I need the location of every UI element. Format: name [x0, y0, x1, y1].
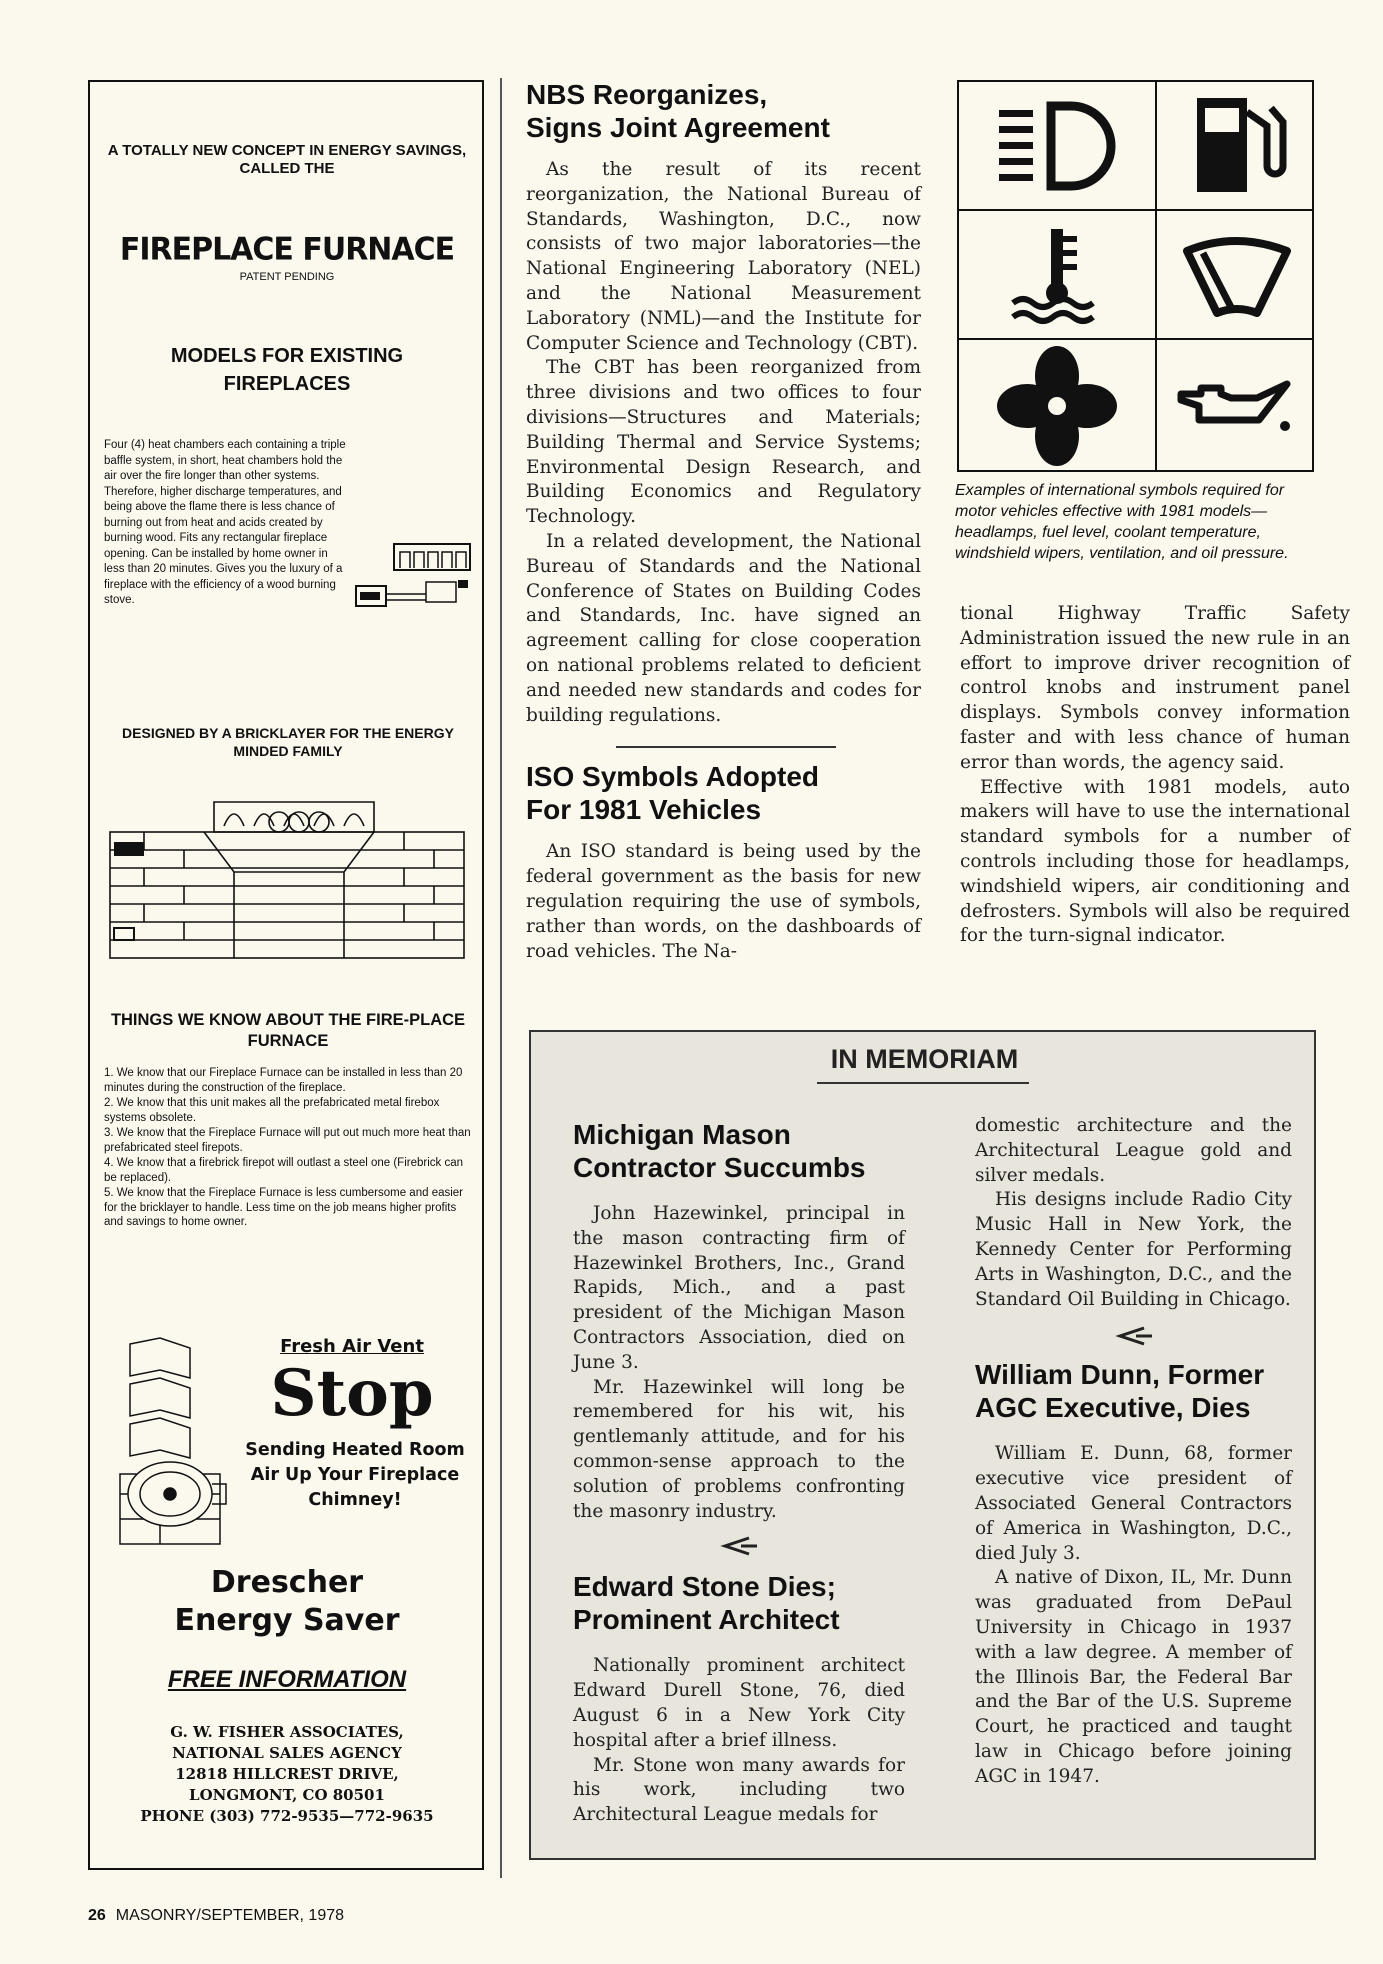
- paragraph: The CBT has been reorganized from three divisions and two offices to four divisions—Structures and Materials; Building Thermal and Service Systems; Environmental Design Research, and Building Economics and Regulatory Technology.: [526, 357, 921, 528]
- hazewinkel-article: [573, 1118, 905, 1828]
- free-information: FREE INFORMATION: [167, 1666, 407, 1693]
- headline-line: Contractor Succumbs: [573, 1152, 866, 1183]
- hazewinkel-headline: [573, 1118, 905, 1184]
- coolant-cell: [957, 209, 1157, 340]
- headline-line: Michigan Mason: [573, 1119, 791, 1150]
- oil-can-icon: [1157, 340, 1312, 470]
- title-rule: [817, 1082, 1029, 1084]
- paragraph: As the result of its recent reorganization, the National Bureau of Standards, Washington, D.C., now consists of two major laboratories—the National Engineering Laboratory (NEL) and the National Measurement Laboratory (NML)—and the Institute for Computer Science and Technology (CBT).: [526, 159, 921, 354]
- ad-address: [100, 1722, 474, 1827]
- iso-headline: [526, 760, 921, 826]
- address-line: LONGMONT, CO 80501: [189, 1786, 385, 1804]
- headline-line: Signs Joint Agreement: [526, 112, 830, 143]
- things-item: 4. We know that a firebrick firepot will outlast a steel one (Firebrick can be replaced).: [104, 1157, 463, 1184]
- headlamp-icon: [959, 82, 1155, 209]
- paragraph: John Hazewinkel, principal in the mason contracting firm of Hazewinkel Brothers, Inc., Grand Rapids, Mich., and a past president of the Michigan Mason Contractors Association, died on June 3.: [573, 1203, 905, 1373]
- things-heading: THINGS WE KNOW ABOUT THE FIRE-PLACE FURNACE: [110, 1011, 466, 1050]
- hazewinkel-body: [573, 1202, 905, 1524]
- headline-line: For 1981 Vehicles: [526, 794, 762, 826]
- paragraph: An ISO standard is being used by the federal government as the basis for new regulation requiring the use of symbols, rather than words, on the dashboards of road vehicles. The Na-: [526, 841, 921, 962]
- dunn-body: [975, 1442, 1292, 1789]
- fan-cell: [957, 338, 1157, 472]
- address-line: NATIONAL SALES AGENCY: [172, 1744, 402, 1762]
- headline-line: Edward Stone Dies;: [573, 1571, 836, 1603]
- stone-body-continued: [975, 1114, 1292, 1312]
- address-line: 12818 HILLCREST DRIVE,: [175, 1765, 399, 1783]
- paragraph: Mr. Stone won many awards for his work, including two Architectural League medals for: [573, 1754, 905, 1826]
- nbs-headline: [526, 78, 921, 144]
- ad-description-text: Four (4) heat chambers each containing a triple baffle system, in short, heat chambers hold the air over the fire longer than other systems. Therefore, higher discharge temperatures, and being above the flame there is less chance of burning out from heat and acids created by burning wood. Fits any rectangular fireplace opening. Can be installed by home owner in less than 20 minutes. Gives you the luxury of a fireplace with the efficiency of a wood burning stove.: [104, 439, 346, 606]
- memoriam-title: IN MEMORIAM: [830, 1044, 1019, 1074]
- trowel-divider-icon: [975, 1324, 1292, 1352]
- paragraph: tional Highway Traffic Safety Administration issued the new rule in an effort to improve driver recognition of control knobs and instrument panel displays. Symbols convey information faster and with less chance of human error than words, the agency said.: [960, 603, 1350, 773]
- page-footer: [88, 1907, 344, 1925]
- coolant-temperature-icon: [959, 211, 1155, 338]
- furnace-unit-illustration: [354, 538, 474, 648]
- dunn-headline: [975, 1358, 1292, 1424]
- fireplace-cutaway-illustration: [104, 792, 470, 962]
- iso-symbols-caption: Examples of international symbols required for motor vehicles effective with 1981 models—headlamps, fuel level, coolant temperature, windshield wipers, ventilation, and oil pressure.: [955, 482, 1289, 562]
- paragraph: Effective with 1981 models, auto makers will have to use the international standard symbols for a number of controls including those for headlamps, windshield wipers, air conditioning and defrosters. Symbols will also be required for the turn-signal indicator.: [960, 776, 1350, 947]
- things-item: 3. We know that the Fireplace Furnace will put out much more heat than prefabricated steel firepots.: [104, 1127, 471, 1154]
- headline-line: William Dunn, Former: [975, 1359, 1265, 1391]
- headline-line: AGC Executive, Dies: [975, 1392, 1251, 1424]
- windshield-wiper-icon: [1157, 211, 1312, 338]
- issue-line: MASONRY/SEPTEMBER, 1978: [115, 1907, 345, 1924]
- oil-cell: [1155, 338, 1314, 472]
- iso-body-left: [526, 840, 921, 964]
- headline-line: ISO Symbols Adopted: [526, 761, 819, 793]
- fuel-cell: [1155, 80, 1314, 211]
- paragraph: Mr. Hazewinkel will long be remembered for his wit, his gentlemanly attitude, and for his common-sense approach to the solution of problems confronting the masonry industry.: [573, 1376, 905, 1522]
- paragraph: In a related development, the National Bureau of Standards and the National Conference of States on Building Codes and Standards, Inc. have signed an agreement calling for close cooperation on national problems related to deficient and needed new standards and codes for building regulations.: [526, 530, 921, 726]
- ventilation-fan-icon: [959, 340, 1155, 470]
- headline-line: Prominent Architect: [573, 1604, 840, 1636]
- headline-line: NBS Reorganizes,: [526, 79, 768, 110]
- nbs-article: [526, 78, 921, 964]
- ad-intro: A TOTALLY NEW CONCEPT IN ENERGY SAVINGS, CALLED THE: [107, 142, 467, 177]
- things-item: 5. We know that the Fireplace Furnace is less cumbersome and easier for the bricklayer to handle. Less time on the job means higher profits and savings to home owner.: [104, 1187, 464, 1228]
- paragraph: His designs include Radio City Music Hall in New York, the Kennedy Center for Performing Arts in Washington, D.C., and the Standard Oil Building in Chicago.: [975, 1189, 1292, 1310]
- column-divider: [500, 78, 502, 1878]
- fuel-pump-icon: [1157, 82, 1312, 209]
- iso-body-right: [960, 602, 1350, 949]
- paragraph: domestic architecture and the Architectural League gold and silver medals.: [975, 1115, 1292, 1186]
- paragraph: Nationally prominent architect Edward Durell Stone, 76, died August 6 in a New York City hospital after a brief illness.: [573, 1655, 905, 1751]
- stop-text: Sending Heated Room Air Up Your Fireplace Chimney!: [245, 1440, 465, 1510]
- ad-description: [104, 438, 474, 648]
- vent-illustration: [110, 1334, 230, 1554]
- trowel-divider-icon: [573, 1534, 905, 1562]
- in-memoriam-box: [529, 1030, 1316, 1860]
- brand-line-1: Drescher: [210, 1565, 364, 1600]
- memoriam-right-column: [975, 1114, 1292, 1790]
- page-number: 26: [88, 1907, 106, 1924]
- section-rule: [616, 746, 836, 748]
- stone-body: [573, 1654, 905, 1828]
- product-logo: FIREPLACE FURNACE: [119, 231, 455, 268]
- things-list: [104, 1066, 472, 1231]
- fireplace-furnace-ad: [88, 80, 484, 1870]
- brand-line-2: Energy Saver: [174, 1603, 400, 1638]
- patent-pending: PATENT PENDING: [239, 271, 335, 283]
- address-line: PHONE (303) 772-9535—772-9635: [140, 1807, 434, 1825]
- stone-headline: [573, 1570, 905, 1636]
- things-item: 1. We know that our Fireplace Furnace can be installed in less than 20 minutes during the construction of the fireplace.: [104, 1067, 463, 1094]
- things-item: 2. We know that this unit makes all the prefabricated metal firebox systems obsolete.: [104, 1097, 440, 1124]
- stop-word: Stop: [270, 1356, 434, 1431]
- nbs-body: [526, 158, 921, 728]
- wiper-cell: [1155, 209, 1314, 340]
- vent-title: Fresh Air Vent: [280, 1336, 424, 1357]
- address-line: G. W. FISHER ASSOCIATES,: [170, 1723, 404, 1741]
- paragraph: William E. Dunn, 68, former executive vice president of Associated General Contractors of America in Washington, D.C., died July 3.: [975, 1443, 1292, 1564]
- paragraph: A native of Dixon, IL, Mr. Dunn was graduated from DePaul University in Chicago in 1937 with a law degree. A member of the Illinois Bar, the Federal Bar and the Bar of the U.S. Supreme Court, he practiced and taught law in Chicago before joining AGC in 1947.: [975, 1567, 1292, 1787]
- iso-symbols-grid: [957, 80, 1314, 472]
- designed-by: DESIGNED BY A BRICKLAYER FOR THE ENERGY MINDED FAMILY: [122, 725, 454, 759]
- models-heading: MODELS FOR EXISTING FIREPLACES: [170, 345, 404, 395]
- headlamp-cell: [957, 80, 1157, 211]
